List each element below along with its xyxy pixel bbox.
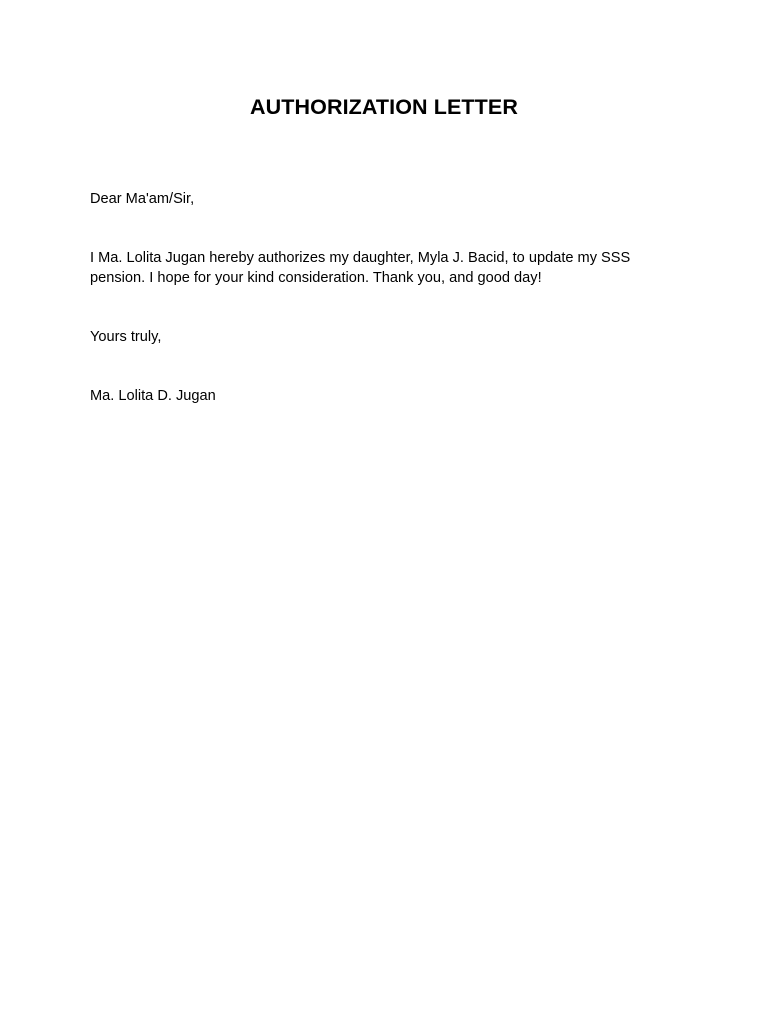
letter-body: I Ma. Lolita Jugan hereby authorizes my daughter, Myla J. Bacid, to update my SSS pension. I hope for your kind consideration. Thank you, and good day! [90,250,631,286]
letter-closing: Yours truly, [90,329,162,345]
letter-salutation: Dear Ma'am/Sir, [90,191,195,207]
letter-title: AUTHORIZATION LETTER [250,95,518,119]
signature-name: Ma. Lolita D. Jugan [90,388,216,404]
